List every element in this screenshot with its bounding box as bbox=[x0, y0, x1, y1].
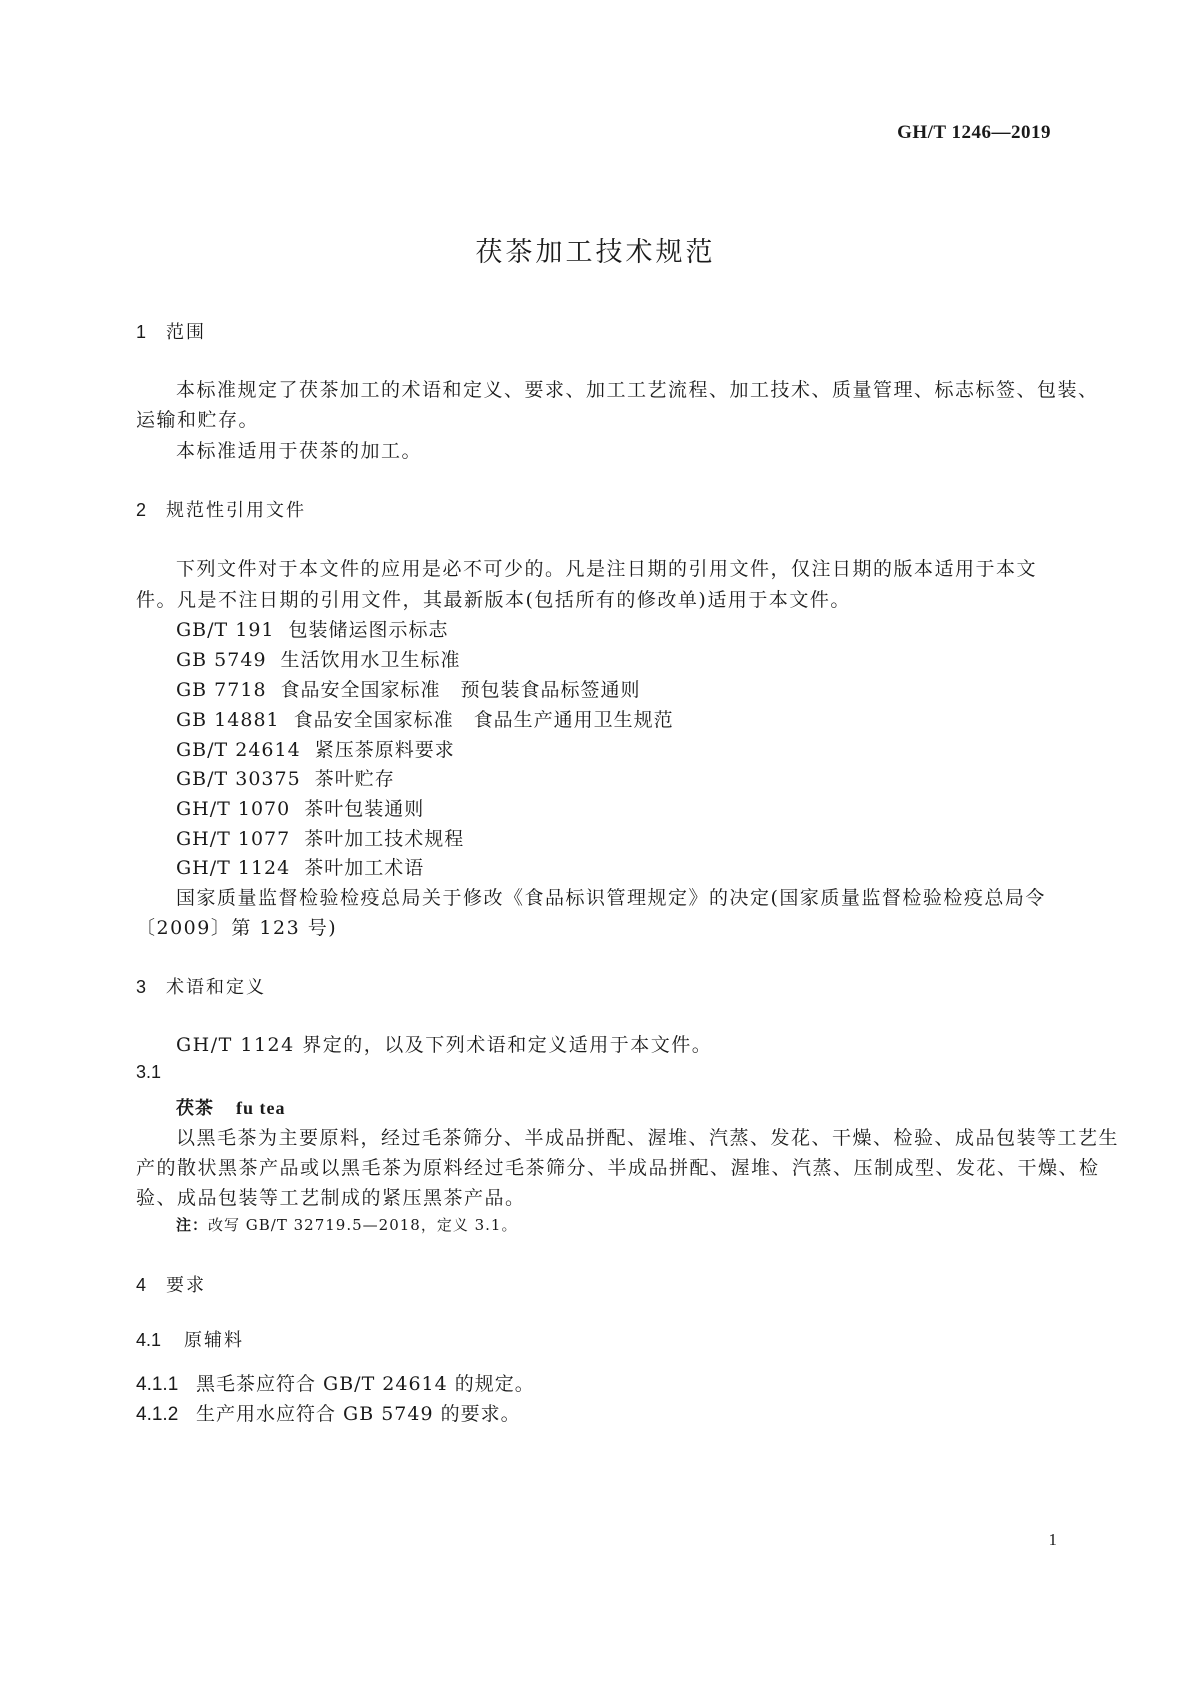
reference-item bbox=[176, 735, 455, 762]
term-number: 3.1 bbox=[136, 1062, 162, 1082]
reference-item bbox=[176, 853, 424, 880]
subsection-4-1-title: 原辅料 bbox=[184, 1330, 244, 1351]
page-number: 1 bbox=[1048, 1530, 1057, 1549]
reference-title: 茶叶包装通则 bbox=[304, 798, 425, 820]
reference-code: GH/T 1070 bbox=[176, 798, 291, 820]
section-3-heading bbox=[136, 973, 266, 999]
term-note bbox=[176, 1214, 517, 1235]
reference-code: GB 5749 bbox=[176, 649, 267, 671]
reference-code: GB/T 191 bbox=[176, 619, 275, 641]
reference-code: GH/T 1077 bbox=[176, 828, 291, 850]
reference-item bbox=[176, 794, 424, 821]
reference-title: 食品安全国家标准 预包装食品标签通则 bbox=[280, 679, 641, 701]
document-title: 茯茶加工技术规范 bbox=[475, 237, 716, 268]
clause-item bbox=[136, 1369, 535, 1396]
note-text: 改写 GB/T 32719.5—2018，定义 3.1。 bbox=[208, 1216, 518, 1234]
section-2-intro-line-1: 下列文件对于本文件的应用是必不可少的。凡是注日期的引用文件，仅注日期的版本适用于本文 bbox=[176, 558, 1038, 580]
term-name-cn: 茯茶 bbox=[176, 1098, 214, 1119]
clause-text: 黑毛茶应符合 GB/T 24614 的规定。 bbox=[196, 1373, 535, 1395]
reference-code: GB 14881 bbox=[176, 709, 280, 731]
reference-code: GB/T 24614 bbox=[176, 739, 301, 761]
section-2-title: 规范性引用文件 bbox=[166, 500, 306, 521]
section-1-para-2: 本标准适用于茯茶的加工。 bbox=[176, 440, 423, 462]
term-name bbox=[176, 1094, 286, 1120]
section-4-title: 要求 bbox=[166, 1275, 206, 1296]
reference-code: GB 7718 bbox=[176, 679, 267, 701]
term-definition-line-2: 产的散状黑茶产品或以黑毛茶为原料经过毛茶筛分、半成品拼配、渥堆、汽蒸、压制成型、发花、干燥、检 bbox=[136, 1157, 1100, 1179]
reference-item bbox=[176, 615, 449, 642]
reference-item bbox=[176, 764, 395, 791]
section-1-para-1-line-1: 本标准规定了茯茶加工的术语和定义、要求、加工工艺流程、加工技术、质量管理、标志标签、包装、 bbox=[176, 379, 1099, 401]
reference-title: 食品安全国家标准 食品生产通用卫生规范 bbox=[293, 709, 674, 731]
reference-title: 茶叶加工技术规程 bbox=[304, 828, 465, 850]
decree-reference-line-1: 国家质量监督检验检疫总局关于修改《食品标识管理规定》的决定(国家质量监督检验检疫总局令 bbox=[176, 887, 1046, 909]
note-label: 注： bbox=[176, 1216, 209, 1234]
reference-item bbox=[176, 645, 461, 672]
subsection-4-1-heading bbox=[136, 1326, 244, 1352]
reference-title: 茶叶加工术语 bbox=[304, 857, 425, 879]
section-3-title: 术语和定义 bbox=[166, 977, 266, 998]
clause-text: 生产用水应符合 GB 5749 的要求。 bbox=[196, 1403, 521, 1425]
term-definition-line-1: 以黑毛茶为主要原料，经过毛茶筛分、半成品拼配、渥堆、汽蒸、发花、干燥、检验、成品包装等工艺生 bbox=[176, 1127, 1120, 1149]
section-1-heading bbox=[136, 318, 206, 344]
decree-reference-line-2: 〔2009〕第 123 号) bbox=[136, 917, 338, 939]
reference-title: 生活饮用水卫生标准 bbox=[280, 649, 461, 671]
reference-item bbox=[176, 675, 641, 702]
reference-code: GB/T 30375 bbox=[176, 768, 301, 790]
section-2-heading bbox=[136, 496, 306, 522]
section-2-intro-line-2: 件。凡是不注日期的引用文件，其最新版本(包括所有的修改单)适用于本文件。 bbox=[136, 589, 851, 611]
clause-number: 4.1.2 bbox=[136, 1404, 179, 1425]
section-1-number: 1 bbox=[136, 322, 149, 342]
subsection-4-1-number: 4.1 bbox=[136, 1330, 162, 1350]
section-4-heading bbox=[136, 1271, 206, 1297]
section-3-number: 3 bbox=[136, 977, 149, 997]
clause-number: 4.1.1 bbox=[136, 1374, 179, 1395]
reference-item bbox=[176, 705, 674, 732]
section-4-number: 4 bbox=[136, 1275, 149, 1295]
reference-item bbox=[176, 824, 464, 851]
reference-code: GH/T 1124 bbox=[176, 857, 291, 879]
reference-title: 包装储运图示标志 bbox=[288, 619, 449, 641]
reference-title: 紧压茶原料要求 bbox=[314, 739, 455, 761]
term-name-en: fu tea bbox=[236, 1098, 286, 1118]
reference-title: 茶叶贮存 bbox=[314, 768, 395, 790]
section-1-para-1-line-2: 运输和贮存。 bbox=[136, 409, 260, 431]
term-definition-line-3: 验、成品包装等工艺制成的紧压黑茶产品。 bbox=[136, 1187, 526, 1209]
section-1-title: 范围 bbox=[166, 322, 206, 343]
clause-item bbox=[136, 1399, 521, 1426]
section-2-number: 2 bbox=[136, 500, 149, 520]
standard-code: GH/T 1246—2019 bbox=[897, 122, 1051, 143]
section-3-intro: GH/T 1124 界定的，以及下列术语和定义适用于本文件。 bbox=[176, 1034, 713, 1056]
